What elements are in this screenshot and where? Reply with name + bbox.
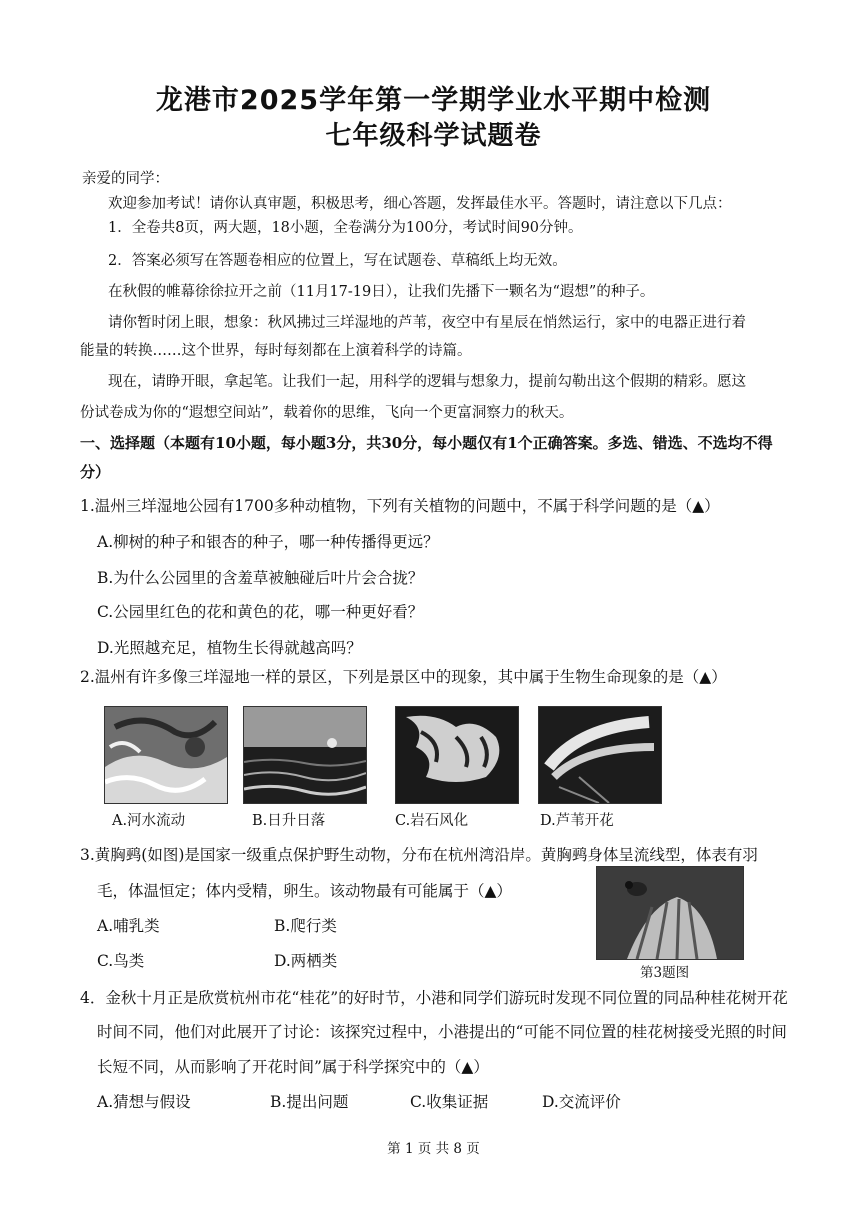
intro-paragraph-1: 欢迎参加考试！请你认真审题，积极思考，细心答题，发挥最佳水平。答题时，请注意以下几点： [108,196,732,212]
question-4-option-d: D.交流评价 [542,1093,621,1111]
intro-paragraph-4b: 份试卷成为你的“遐想空间站”，载着你的思维，飞向一个更富洞察力的秋天。 [80,405,574,421]
intro-paragraph-2: 在秋假的帷幕徐徐拉开之前（11月17-19日），让我们先播下一颗名为“遐想”的种子。 [108,284,655,300]
question-4-option-c: C.收集证据 [410,1093,489,1111]
intro-paragraph-3a: 请你暂时闭上眼，想象：秋风拂过三垟湿地的芦苇，夜空中有星辰在悄然运行，家中的电器正进行着 [108,315,746,331]
question-3-option-b: B.爬行类 [274,917,337,935]
bird-photo [596,866,744,960]
question-1-option-d: D.光照越充足，植物生长得就越高吗？ [97,639,362,657]
question-1-stem: 1.温州三垟湿地公园有1700多种动植物，下列有关植物的问题中，不属于科学问题的是（▲） [80,497,720,515]
sunrise-photo [243,706,367,804]
page-number: 第 1 页 共 8 页 [387,1141,480,1157]
question-1-option-c: C.公园里红色的花和黄色的花，哪一种更好看？ [97,603,424,621]
question-3-option-c: C.鸟类 [97,952,145,970]
question-3-figure-caption: 第3题图 [640,965,690,981]
exam-subtitle: 七年级科学试题卷 [325,121,542,151]
question-2-option-b: B.日升日落 [252,813,326,829]
section-heading-cont: 分） [80,463,111,481]
question-4-option-b: B.提出问题 [270,1093,349,1111]
question-4-stem: 4．金秋十月正是欣赏杭州市花“桂花”的好时节，小港和同学们游玩时发现不同位置的同品种桂花树开花 [80,989,788,1007]
exam-title: 龙港市2025学年第一学期学业水平期中检测 [155,85,712,116]
question-1-option-b: B.为什么公园里的含羞草被触碰后叶片会合拢？ [97,569,424,587]
question-1-option-a: A.柳树的种子和银杏的种子，哪一种传播得更远？ [97,533,439,551]
question-3-stem-cont: 毛，体温恒定；体内受精，卵生。该动物最有可能属于（▲） [97,882,512,900]
question-2-option-a: A.河水流动 [112,813,186,829]
question-3-option-a: A.哺乳类 [97,917,160,935]
question-3-stem: 3.黄胸鹀(如图)是国家一级重点保护野生动物，分布在杭州湾沿岸。黄胸鹀身体呈流线型，体表有羽 [80,846,758,864]
rock-weathering-photo [395,706,519,804]
greeting: 亲爱的同学： [82,171,169,187]
question-3-option-d: D.两栖类 [274,952,338,970]
question-2-option-c: C.岩石风化 [395,813,469,829]
question-4-stem-cont-1: 时间不同，他们对此展开了讨论：该探究过程中，小港提出的“可能不同位置的桂花树接受光照的时间 [97,1023,787,1041]
question-2-stem: 2.温州有许多像三垟湿地一样的景区，下列是景区中的现象，其中属于生物生命现象的是（▲） [80,668,727,686]
question-2-option-d: D.芦苇开花 [540,813,614,829]
intro-paragraph-4a: 现在，请睁开眼，拿起笔。让我们一起，用科学的逻辑与想象力，提前勾勒出这个假期的精彩。愿这 [108,374,746,390]
question-4-option-a: A.猜想与假设 [97,1093,191,1111]
river-flow-photo [104,706,228,804]
intro-paragraph-3b: 能量的转换……这个世界，每时每刻都在上演着科学的诗篇。 [80,343,472,359]
reed-flowering-photo [538,706,662,804]
rule-2: 2．答案必须写在答题卷相应的位置上，写在试题卷、草稿纸上均无效。 [108,253,567,269]
rule-1: 1．全卷共8页，两大题，18小题，全卷满分为100分，考试时间90分钟。 [108,220,583,236]
question-4-stem-cont-2: 长短不同，从而影响了开花时间”属于科学探究中的（▲） [97,1058,489,1076]
section-heading: 一、选择题（本题有10小题，每小题3分，共30分，每小题仅有1个正确答案。多选、错选、不选均不得 [80,434,773,452]
